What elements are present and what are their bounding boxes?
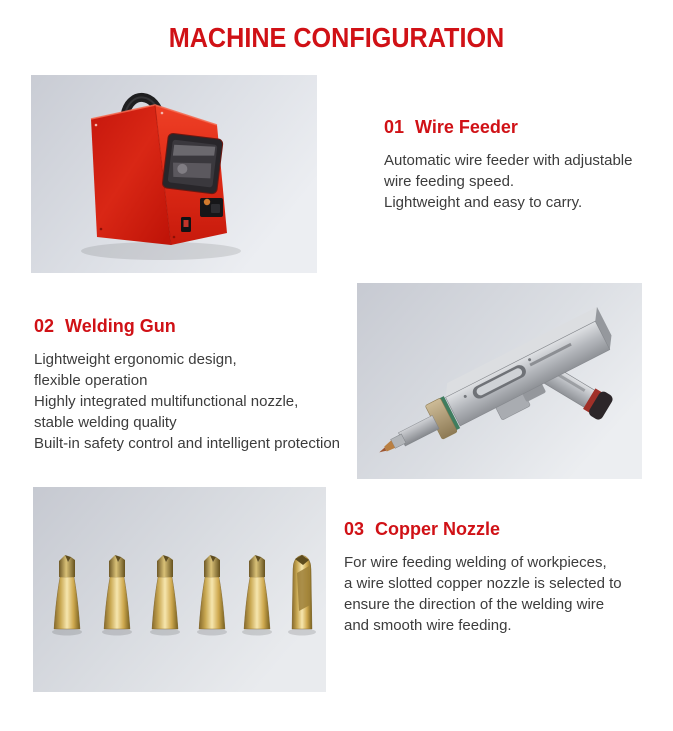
welding-gun-photo — [357, 283, 642, 479]
page-title: MACHINE CONFIGURATION — [168, 22, 505, 53]
section-02-heading — [34, 316, 340, 337]
section-02-description — [34, 349, 340, 454]
description-line: a wire slotted copper nozzle is selected to — [344, 575, 622, 592]
welding-gun-illustration — [357, 283, 642, 479]
section-copper-nozzle — [344, 519, 622, 636]
section-wire-feeder — [384, 117, 632, 213]
description-line: Built-in safety control and intelligent protection — [34, 435, 341, 452]
description-line: Automatic wire feeder with adjustable — [384, 152, 633, 169]
wire-feeder-photo — [31, 75, 317, 273]
section-02-number: 02 — [34, 316, 55, 336]
copper-nozzle-illustration — [33, 487, 326, 692]
section-01-name: Wire Feeder — [415, 117, 518, 137]
section-01-heading — [384, 117, 632, 138]
description-line: For wire feeding welding of workpieces, — [344, 554, 607, 571]
description-line: wire feeding speed. — [384, 173, 515, 190]
section-01-number: 01 — [384, 117, 405, 137]
section-03-name: Copper Nozzle — [375, 519, 501, 539]
section-03-number: 03 — [344, 519, 365, 539]
section-01-description — [384, 150, 632, 213]
description-line: Lightweight and easy to carry. — [384, 194, 583, 211]
copper-nozzle-photo — [33, 487, 326, 692]
description-line: and smooth wire feeding. — [344, 617, 512, 634]
description-line: Highly integrated multifunctional nozzle, — [34, 393, 299, 410]
description-line: stable welding quality — [34, 414, 177, 431]
section-02-name: Welding Gun — [65, 316, 176, 336]
section-welding-gun — [34, 316, 340, 454]
description-line: flexible operation — [34, 372, 148, 389]
section-03-description — [344, 552, 622, 636]
section-03-heading — [344, 519, 622, 540]
description-line: ensure the direction of the welding wire — [344, 596, 605, 613]
description-line: Lightweight ergonomic design, — [34, 351, 237, 368]
wire-feeder-illustration — [31, 75, 317, 273]
